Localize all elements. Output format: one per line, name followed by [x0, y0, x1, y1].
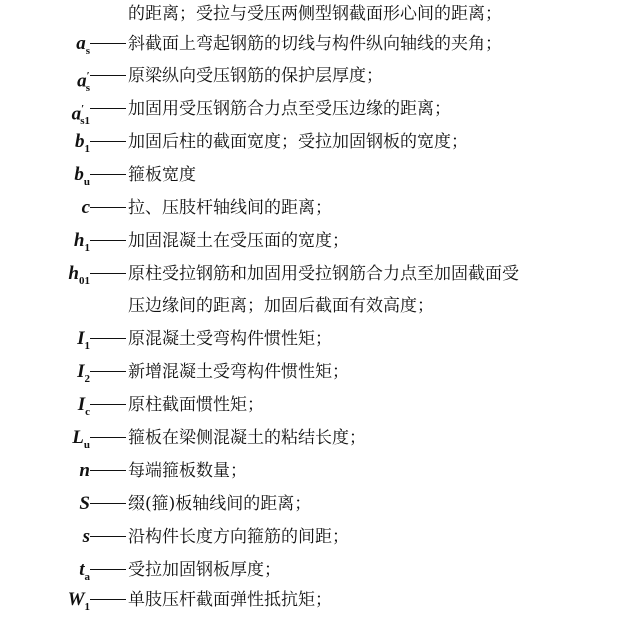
symbol-description: 加固用受压钢筋合力点至受压边缘的距离； — [128, 99, 451, 119]
list-item — [0, 455, 633, 487]
dash-separator — [90, 338, 126, 339]
list-item — [0, 126, 633, 158]
dash-separator — [90, 43, 126, 44]
symbol-description: 拉、压肢杆轴线间的距离； — [128, 198, 332, 218]
symbol: $I_1$ — [77, 328, 90, 352]
symbol-description: 加固后柱的截面宽度；受拉加固钢板的宽度； — [128, 132, 468, 152]
dash-separator — [90, 174, 126, 175]
dash-separator — [90, 437, 126, 438]
list-item — [0, 28, 633, 60]
continuation-text: 压边缘间的距离；加固后截面有效高度； — [128, 296, 434, 316]
symbol: $L_u$ — [72, 427, 90, 451]
dash-separator — [90, 503, 126, 504]
symbol: $h_{01}$ — [68, 263, 90, 287]
symbol-description: 原混凝土受弯构件惯性矩； — [128, 329, 332, 349]
symbol: $a_s$ — [76, 33, 90, 57]
symbol: s — [82, 526, 90, 547]
symbol: $W_1$ — [67, 589, 90, 613]
list-item — [0, 521, 633, 553]
list-item — [0, 290, 633, 322]
symbol: S — [79, 493, 90, 514]
continuation-text: 的距离；受拉与受压两侧型钢截面形心间的距离； — [128, 4, 502, 24]
symbol-description: 新增混凝土受弯构件惯性矩； — [128, 362, 349, 382]
symbol-description: 箍板宽度 — [128, 165, 196, 185]
symbol: $I_c$ — [77, 394, 90, 418]
list-item — [0, 554, 633, 586]
list-item — [0, 584, 633, 616]
dash-separator — [90, 536, 126, 537]
dash-separator — [90, 470, 126, 471]
list-item — [0, 422, 633, 454]
dash-separator — [90, 599, 126, 600]
dash-separator — [90, 273, 126, 274]
list-item — [0, 0, 633, 30]
symbol: $t_a$ — [79, 559, 90, 583]
symbol: c — [81, 197, 90, 218]
symbol: $a'_s$ — [77, 70, 90, 95]
list-item — [0, 258, 633, 290]
list-item — [0, 159, 633, 191]
list-item — [0, 192, 633, 224]
symbol: $h_1$ — [73, 230, 90, 254]
list-item — [0, 356, 633, 388]
dash-separator — [90, 569, 126, 570]
dash-separator — [90, 371, 126, 372]
symbol-description: 箍板在梁侧混凝土的粘结长度； — [128, 428, 366, 448]
symbol: $b_u$ — [74, 164, 90, 188]
dash-separator — [90, 75, 126, 76]
dash-separator — [90, 141, 126, 142]
dash-separator — [90, 240, 126, 241]
symbol-description: 原柱截面惯性矩； — [128, 395, 264, 415]
symbol-description: 原柱受拉钢筋和加固用受拉钢筋合力点至加固截面受 — [128, 264, 519, 284]
list-item — [0, 60, 633, 95]
dash-separator — [90, 404, 126, 405]
list-item — [0, 389, 633, 421]
dash-separator — [90, 108, 126, 109]
symbol-description: 原梁纵向受压钢筋的保护层厚度； — [128, 66, 383, 86]
symbol-description: 沿构件长度方向箍筋的间距； — [128, 527, 349, 547]
list-item — [0, 323, 633, 355]
symbol-description: 斜截面上弯起钢筋的切线与构件纵向轴线的夹角； — [128, 34, 502, 54]
symbol: n — [79, 460, 90, 481]
symbol: $a'_{s1}$ — [71, 103, 90, 128]
list-item — [0, 225, 633, 257]
list-item — [0, 93, 633, 128]
symbol-description: 缀(箍)板轴线间的距离； — [128, 494, 312, 514]
dash-separator — [90, 207, 126, 208]
symbol: $b_1$ — [75, 131, 90, 155]
list-item — [0, 488, 633, 520]
symbol-description: 单肢压杆截面弹性抵抗矩； — [128, 590, 332, 610]
symbol-description: 每端箍板数量； — [128, 461, 247, 481]
symbol: $I_2$ — [77, 361, 90, 385]
symbol-description: 加固混凝土在受压面的宽度； — [128, 231, 349, 251]
symbol-description: 受拉加固钢板厚度； — [128, 560, 281, 580]
